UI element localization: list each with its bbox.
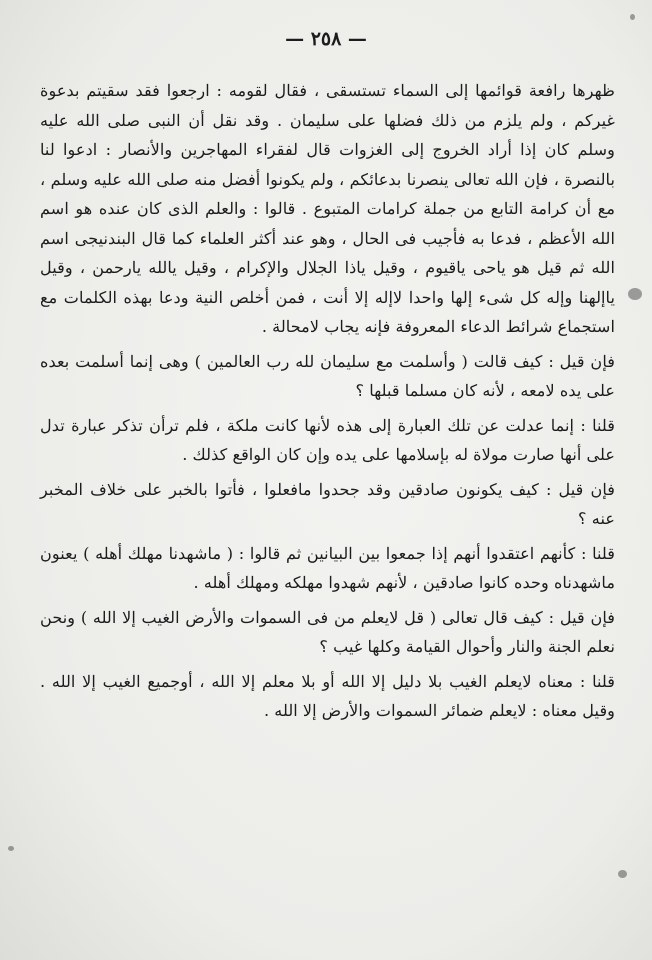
scan-speckle <box>8 846 14 851</box>
paragraph: فإن قيل : كيف يكونون صادقين وقد جحدوا مافعلوا ، فأتوا بالخبر على خلاف المخبر عنه ؟ <box>40 479 615 528</box>
scan-speckle <box>630 14 635 20</box>
paragraph: قلنا : كأنهم اعتقدوا أنهم إذا جمعوا بين البيانين ثم قالوا : ( ماشهدنا مهلك أهله ) يعنون ماشهدناه وحده كانوا صادقين ، لأنهم شهدوا مهلكه ومهلك أهله . <box>40 543 615 592</box>
paragraph: فإن قيل : كيف قال تعالى ( قل لايعلم من فى السموات والأرض الغيب إلا الله ) ونحن نعلم الجنة والنار وأحوال القيامة وكلها غيب ؟ <box>40 607 615 656</box>
scan-speckle <box>628 288 642 300</box>
paragraph: قلنا : معناه لايعلم الغيب بلا دليل إلا الله أو بلا معلم إلا الله ، أوجميع الغيب إلا الله . وقيل معناه : لايعلم ضمائر السموات والأرض إلا الله . <box>40 671 615 720</box>
body-text <box>40 76 615 726</box>
page-number: — ٢٥٨ — <box>285 28 367 50</box>
paragraph: قلنا : إنما عدلت عن تلك العبارة إلى هذه لأنها كانت ملكة ، فلم ترأن تذكر عبارة تدل على أنها صارت مولاة له بإسلامها على يده وإن كان الواقع كذلك . <box>40 415 615 464</box>
paragraph: فإن قيل : كيف قالت ( وأسلمت مع سليمان لله رب العالمين ) وهى إنما أسلمت بعده على يده لامعه ، لأنه كان مسلما قبلها ؟ <box>40 351 615 400</box>
paragraph: ظهرها رافعة قوائمها إلى السماء تستسقى ، فقال لقومه : ارجعوا فقد سقيتم بدعوة غيركم ، ولم يلزم من ذلك فضلها على سليمان . وقد نقل أن النبى صلى الله عليه وسلم كان إذا أراد الخروج إلى الغزوات قال لفقراء المهاجرين والأنصار : ادعوا لنا بالنصرة ، فإن الله تعالى ينصرنا بدعائكم ، ولم يكونوا أفضل منه صلى الله عليه وسلم ، مع أن كرامة التابع من جملة كرامات المتبوع . قالوا : والعلم الذى كان عنده هو اسم الله الأعظم ، فدعا به فأجيب فى الحال ، وهو عند أكثر العلماء كما قال البندنيجى اسم الله ثم قيل هو ياحى ياقيوم ، وقيل ياذا الجلال والإكرام ، وقيل يالله يارحمن ، وقيل ياإلهنا وإله كل شىء إلها واحدا لاإله إلا أنت ، فمن أخلص النية ودعا بهذه الكلمات مع استجماع شرائط الدعاء المعروفة فإنه يجاب لامحالة . <box>40 81 615 336</box>
scan-speckle <box>618 870 627 878</box>
